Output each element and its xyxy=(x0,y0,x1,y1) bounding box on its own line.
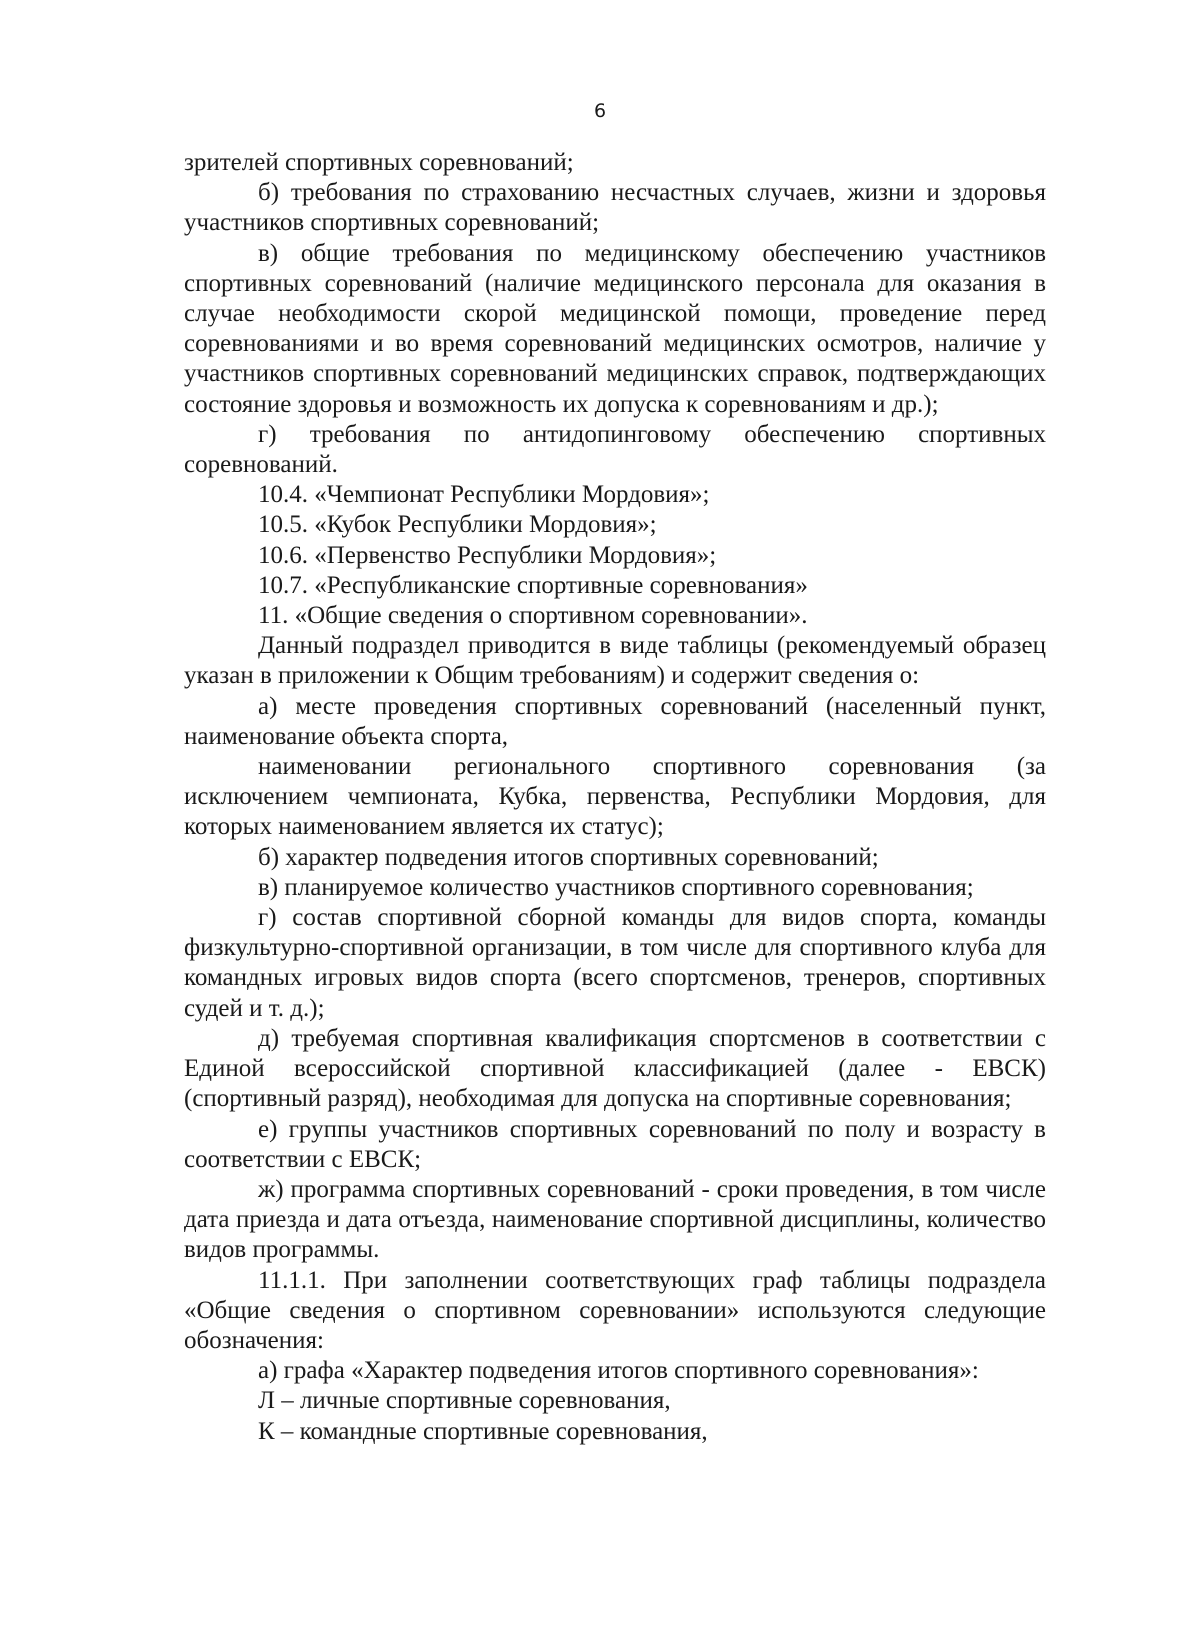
paragraph: в) планируемое количество участников спортивного соревнования; xyxy=(258,873,974,901)
page-number: 6 xyxy=(593,100,607,122)
paragraph: Данный подраздел приводится в виде таблицы (рекомендуемый образец указан в приложении к Общим требованиям) и содержит сведения о: xyxy=(184,632,1046,690)
list-item: Л – личные спортивные соревнования, xyxy=(258,1387,671,1415)
section-heading: 11. «Общие сведения о спортивном соревновании». xyxy=(258,602,808,630)
paragraph: 11.1.1. При заполнении соответствующих граф таблицы подраздела «Общие сведения о спортивном соревновании» используются следующие обозначения: xyxy=(184,1266,1046,1354)
paragraph: а) месте проведения спортивных соревнований (населенный пункт, наименование объекта спорта, xyxy=(184,692,1046,750)
section-heading: 10.7. «Республиканские спортивные соревнования» xyxy=(258,571,808,599)
paragraph: ж) программа спортивных соревнований - сроки проведения, в том числе дата приезда и дата отъезда, наименование спортивной дисциплины, количество видов программы. xyxy=(184,1175,1046,1264)
paragraph: г) состав спортивной сборной команды для видов спорта, команды физкультурно-спортивной организации, в том числе для спортивного клуба для командных игровых видов спорта (всего спортсменов, тренеров, спортивных судей и т. д.); xyxy=(184,904,1046,1022)
paragraph: д) требуемая спортивная квалификация спортсменов в соответствии с Единой всероссийской спортивной классификацией (далее - ЕВСК) (спортивный разряд), необходимая для допуска на спортивные соревнования; xyxy=(184,1024,1046,1113)
section-heading: 10.5. «Кубок Республики Мордовия»; xyxy=(258,511,657,539)
paragraph: г) требования по антидопинговому обеспечению спортивных соревнований. xyxy=(184,420,1046,479)
paragraph: а) графа «Характер подведения итогов спортивного соревнования»: xyxy=(258,1357,979,1385)
section-heading: 10.4. «Чемпионат Республики Мордовия»; xyxy=(258,481,710,509)
list-item: К – командные спортивные соревнования, xyxy=(258,1417,708,1445)
section-heading: 10.6. «Первенство Республики Мордовия»; xyxy=(258,541,717,569)
paragraph: б) характер подведения итогов спортивных соревнований; xyxy=(258,843,879,871)
paragraph: е) группы участников спортивных соревнований по полу и возрасту в соответствии с ЕВСК; xyxy=(184,1115,1046,1173)
paragraph: б) требования по страхованию несчастных случаев, жизни и здоровья участников спортивных соревнований; xyxy=(184,179,1046,237)
paragraph: зрителей спортивных соревнований; xyxy=(184,149,574,176)
document-body xyxy=(184,148,1046,1447)
paragraph: наименовании регионального спортивного соревнования (за исключением чемпионата, Кубка, первенства, Республики Мордовия, для которых наименованием является их статус); xyxy=(184,753,1046,841)
paragraph: в) общие требования по медицинскому обеспечению участников спортивных соревнований (наличие медицинского персонала для оказания в случае необходимости скорой медицинской помощи, проведение перед соревнованиями и во время соревнований медицинских осмотров, наличие у участников спортивных соревнований медицинских справок, подтверждающих состояние здоровья и возможность их допуска к соревнованиям и др.); xyxy=(184,239,1046,418)
